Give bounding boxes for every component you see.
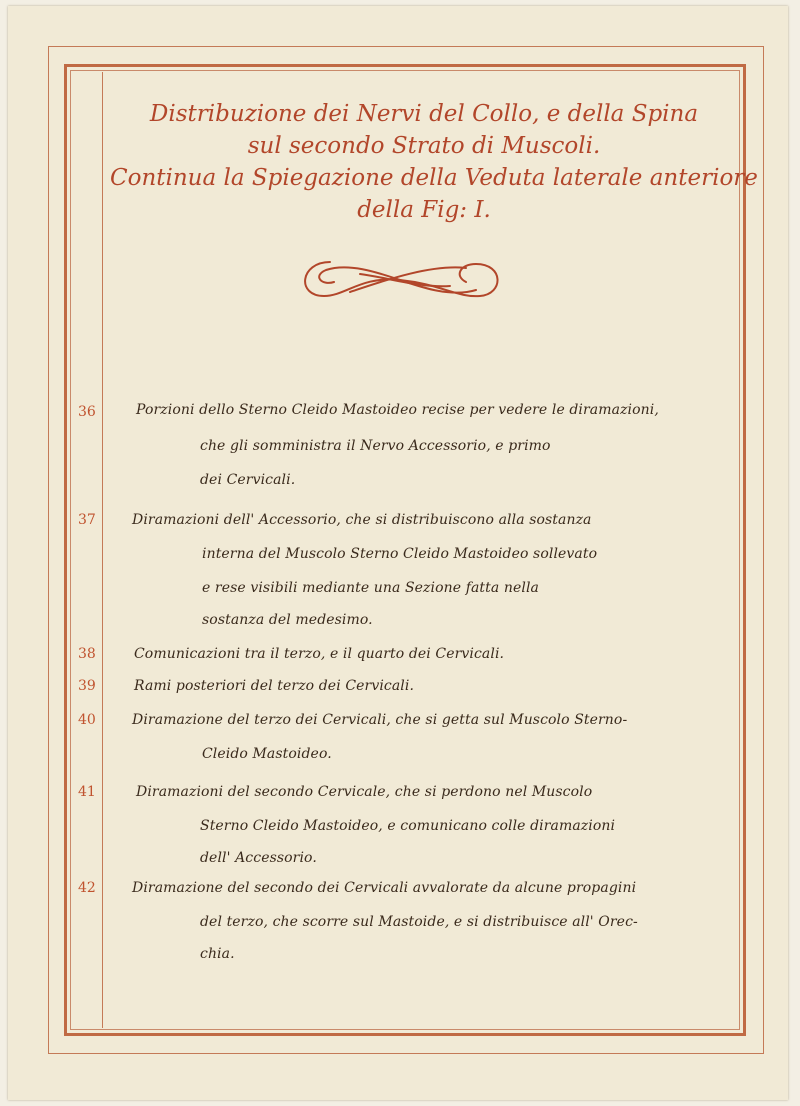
entry-39 <box>70 674 738 706</box>
entry-line: del terzo, che scorre sul Mastoide, e si distribuisce all' Orec- <box>200 914 638 930</box>
title-line-2: sul secondo Strato di Muscoli. <box>247 133 601 159</box>
entry-number: 40 <box>78 712 96 728</box>
entry-line: interna del Muscolo Sterno Cleido Mastoideo sollevato <box>202 546 598 562</box>
calligraphic-flourish <box>290 252 510 308</box>
entry-number: 41 <box>78 784 96 800</box>
entry-line: Comunicazioni tra il terzo, e il quarto dei Cervicali. <box>134 646 505 662</box>
entry-37 <box>70 504 738 640</box>
entry-number: 36 <box>78 404 96 420</box>
title-line-1: Distribuzione dei Nervi del Collo, e della Spina <box>149 101 699 127</box>
entry-line: che gli somministra il Nervo Accessorio, e primo <box>200 438 551 454</box>
entry-number: 37 <box>78 512 96 528</box>
entry-40 <box>70 706 738 778</box>
entry-number: 39 <box>78 678 96 694</box>
entry-line: Diramazione del secondo dei Cervicali avvalorate da alcune propagini <box>132 880 637 896</box>
title-line-3: Continua la Spiegazione della Veduta laterale anteriore <box>110 165 758 191</box>
entry-line: Diramazione del terzo dei Cervicali, che si getta sul Muscolo Sterno- <box>132 712 628 728</box>
title-line-4: della Fig: I. <box>357 197 491 223</box>
entry-line: chia. <box>200 946 235 962</box>
entry-line: Porzioni dello Sterno Cleido Mastoideo recise per vedere le diramazioni, <box>136 402 659 418</box>
entry-line: e rese visibili mediante una Sezione fatta nella <box>202 580 539 596</box>
entry-number: 42 <box>78 880 96 896</box>
entry-line: dell' Accessorio. <box>200 850 317 866</box>
entry-42 <box>70 878 738 978</box>
entry-line: dei Cervicali. <box>200 472 296 488</box>
page-title <box>110 98 758 226</box>
entry-36 <box>70 392 738 504</box>
entries-list <box>70 392 738 978</box>
entry-line: Sterno Cleido Mastoideo, e comunicano colle diramazioni <box>200 818 616 834</box>
entry-41 <box>70 778 738 878</box>
entry-line: sostanza del medesimo. <box>202 612 373 628</box>
entry-line: Diramazioni del secondo Cervicale, che si perdono nel Muscolo <box>136 784 593 800</box>
entry-number: 38 <box>78 646 96 662</box>
entry-line: Cleido Mastoideo. <box>202 746 332 762</box>
entry-line: Diramazioni dell' Accessorio, che si distribuiscono alla sostanza <box>132 512 592 528</box>
entry-line: Rami posteriori del terzo dei Cervicali. <box>134 678 414 694</box>
entry-38 <box>70 640 738 674</box>
